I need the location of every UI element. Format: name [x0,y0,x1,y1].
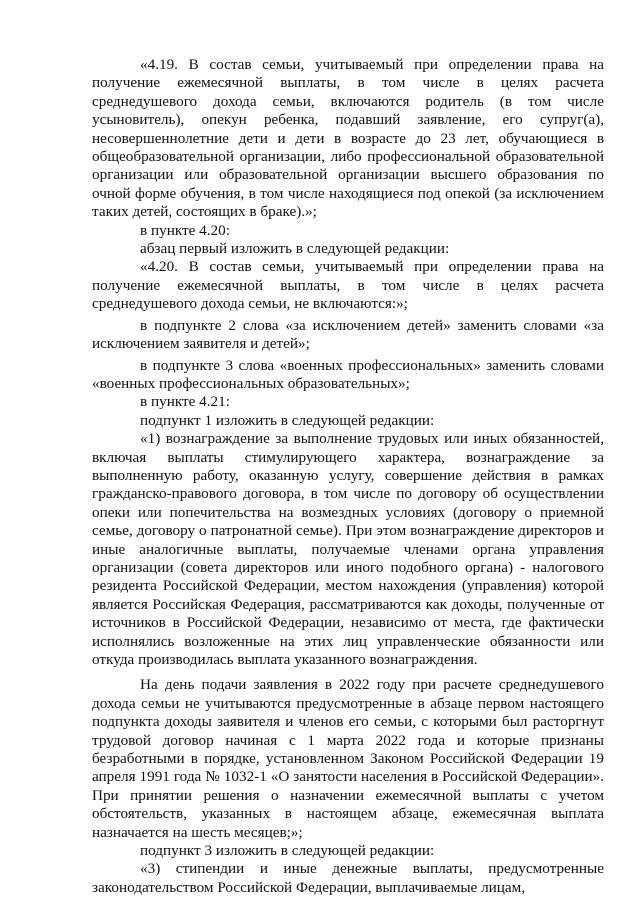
paragraph-4-20: «4.20. В состав семьи, учитываемый при определении права на получение ежемесячной выплаты, в том числе в целях расчета среднедушевого дохода семьи, не включаются:»; [92,258,604,313]
paragraph-subpoint-2: в подпункте 2 слова «за исключением детей» заменить словами «за исключением заявителя и детей»; [92,316,604,353]
paragraph-in-point-4-20: в пункте 4.20: [140,221,230,239]
paragraph-subpoint-1-text: «1) вознаграждение за выполнение трудовых или иных обязанностей, включая выплаты стимулирующего характера, вознаграждение за выполненную работу, оказанную услугу, совершение действия в рамках гражданско-правового договора, в том числе по договору об осуществлении опеки или попечительства на возмездных условиях (договору о приемной семье, договору о патронатной семье). При этом вознаграждение директоров и иные аналогичные выплаты, получаемые членами органа управления организации (совета директоров или иного подобного органа) - налогового резидента Российской Федерации, местом нахождения (управления) которой является Российская Федерация, рассматриваются как доходы, полученные от источников в Российской Федерации, независимо от места, где фактически исполнялись возложенные на этих лиц управленческие обязанности или откуда производилась выплата указанного вознаграждения. [92,430,604,668]
document-page [92,56,604,897]
paragraph-in-point-4-21: в пункте 4.21: [140,393,230,411]
paragraph-first-abzac: абзац первый изложить в следующей редакции: [140,240,450,258]
paragraph-2022-application: На день подачи заявления в 2022 году при расчете среднедушевого дохода семьи не учитываются предусмотренные в абзаце первом настоящего подпункта доходы заявителя и членов его семьи, с которыми был расторгнут трудовой договор начиная с 1 марта 2022 года и которые признаны безработными в порядке, установленном Законом Российской Федерации 19 апреля 1991 года № 1032-1 «О занятости населения в Российской Федерации». При принятии решения о назначении ежемесячной выплаты с учетом обстоятельств, указанных в настоящем абзаце, ежемесячная выплата назначается на шесть месяцев;»; [92,676,604,841]
paragraph-subpoint-3-text: «3) стипендии и иные денежные выплаты, предусмотренные законодательством Российской Федерации, выплачиваемые лицам, [92,860,604,896]
paragraph-subpoint-3: в подпункте 3 слова «военных профессиональных» заменить словами «военных профессиональных образовательных»; [92,356,604,392]
paragraph-subpoint-1-heading: подпункт 1 изложить в следующей редакции: [140,411,435,429]
paragraph-4-19: «4.19. В состав семьи, учитываемый при определении права на получение ежемесячной выплаты, в том числе в целях расчета среднедушевого дохода семьи, включаются родитель (в том числе усыновитель), опекун ребенка, подавший заявление, его супруг(а), несовершеннолетние дети и дети в возрасте до 23 лет, обучающиеся в общеобразовательной организации, либо профессиональной образовательной организации или образовательной организации высшего образования по очной форме обучения, в том числе находящиеся под опекой (за исключением таких детей, состоящих в браке).»; [92,56,604,221]
paragraph-subpoint-3-heading: подпункт 3 изложить в следующей редакции: [140,842,435,860]
